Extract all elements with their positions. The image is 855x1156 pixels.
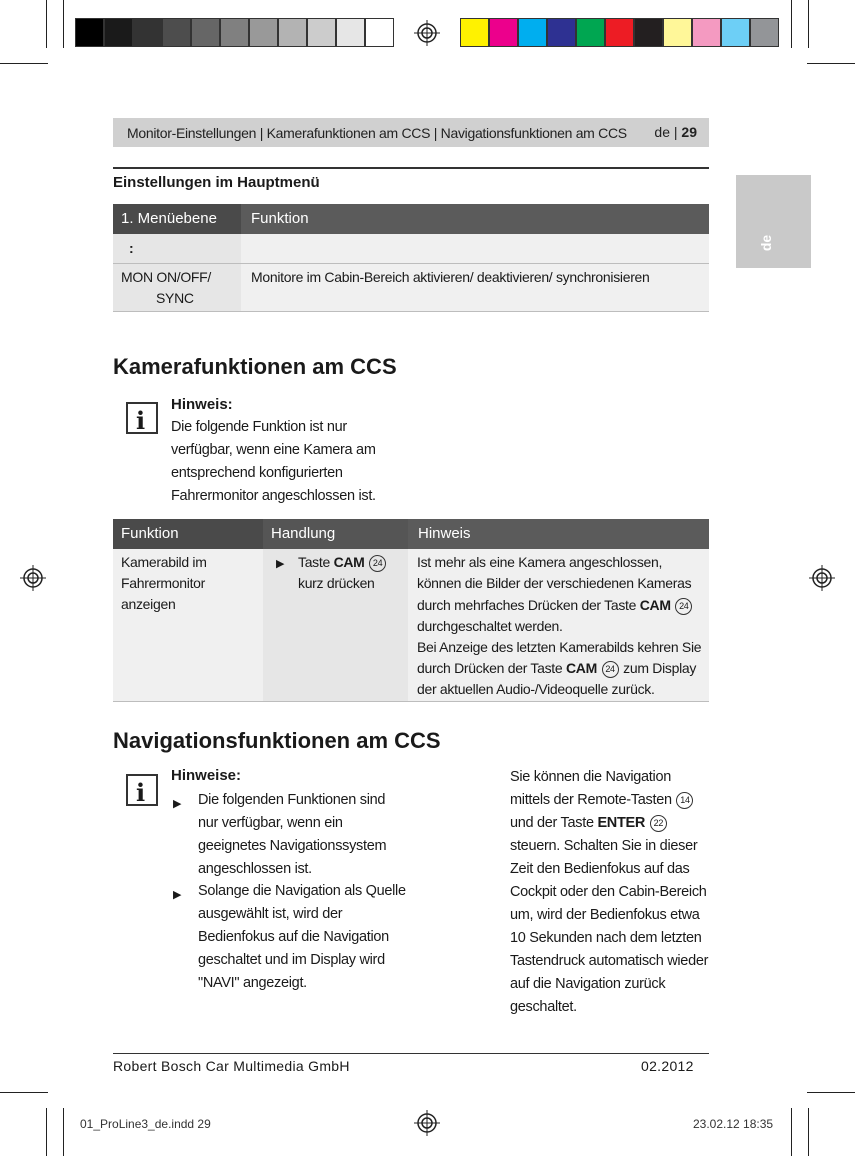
color-swatch bbox=[750, 18, 779, 47]
note-text: Die folgende Funktion ist nur verfügbar, wenn eine Kamera am entsprechend konfigurierten Fahrermonitor angeschlossen ist. bbox=[171, 419, 376, 504]
crop-mark bbox=[63, 0, 64, 48]
page-number: 29 bbox=[681, 124, 697, 140]
crop-mark bbox=[807, 1092, 855, 1093]
menu-level-label: SYNC bbox=[156, 290, 194, 306]
action-cell: Taste CAM 24 kurz drücken bbox=[298, 552, 387, 594]
hint-cell: Ist mehr als eine Kamera angeschlossen, können die Bilder der verschiedenen Kameras durch mehrfaches Drücken der Taste CAM 24 durchgeschaltet werden. Bei Anzeige des letzten Kamerabilds kehren Sie durch Drücken der Taste CAM 24 zum Display der aktuellen Audio-/Videoquelle zurück. bbox=[417, 554, 702, 697]
info-icon: i bbox=[126, 774, 158, 806]
color-swatch bbox=[191, 18, 220, 47]
note-title: Hinweis: bbox=[171, 396, 233, 413]
divider bbox=[113, 1053, 709, 1054]
crop-mark bbox=[0, 1092, 48, 1093]
function-text: Monitore im Cabin-Bereich aktivieren/ deaktivieren/ synchronisieren bbox=[251, 269, 650, 285]
header-lang: de | bbox=[654, 124, 682, 140]
registration-mark-icon bbox=[414, 1110, 440, 1136]
table-header bbox=[113, 204, 709, 234]
color-swatch bbox=[663, 18, 692, 47]
bullet-text: Solange die Navigation als Quelle ausgewählt ist, wird der Bedienfokus auf die Navigation geschaltet und im Display wird "NAVI" angezeigt. bbox=[198, 883, 406, 991]
color-swatch bbox=[162, 18, 191, 47]
section-heading: Einstellungen im Hauptmenü bbox=[113, 174, 320, 191]
table-header bbox=[113, 519, 709, 549]
color-swatch bbox=[336, 18, 365, 47]
function-cell: Kamerabild im Fahrermonitor anzeigen bbox=[121, 554, 207, 612]
registration-mark-icon bbox=[414, 20, 440, 46]
info-icon: i bbox=[126, 402, 158, 434]
menu-level-label: MON ON/OFF/ bbox=[121, 269, 212, 285]
color-swatch bbox=[518, 18, 547, 47]
crop-mark bbox=[0, 63, 48, 64]
navigation-text: Sie können die Navigation mittels der Remote-Tasten 14 und der Taste ENTER 22 steuern. Schalten Sie in dieser Zeit den Bedienfokus auf das Cockpit oder den Cabin-Bereich um, wird der Bedienfokus etwa 10 Sekunden nach dem letzten Tastendruck automatisch wieder auf die Navigation zurück geschaltet. bbox=[510, 769, 709, 1015]
running-header bbox=[113, 118, 709, 147]
bullet-arrow-icon: ▶ bbox=[173, 798, 182, 810]
column-header: 1. Menüebene bbox=[121, 210, 217, 227]
color-swatch bbox=[489, 18, 518, 47]
crop-mark bbox=[807, 63, 855, 64]
header-page-number bbox=[654, 124, 697, 140]
slug-file: 01_ProLine3_de.indd 29 bbox=[80, 1117, 211, 1131]
color-swatch bbox=[307, 18, 336, 47]
section-heading: Navigationsfunktionen am CCS bbox=[113, 728, 441, 753]
note-title: Hinweise: bbox=[171, 767, 242, 784]
ellipsis: : bbox=[129, 240, 134, 256]
column-header: Funktion bbox=[121, 525, 179, 542]
divider bbox=[113, 167, 709, 169]
color-swatch bbox=[365, 18, 394, 47]
table-row bbox=[113, 549, 709, 702]
color-swatch bbox=[721, 18, 750, 47]
color-swatch bbox=[249, 18, 278, 47]
language-tab-label: de bbox=[758, 234, 775, 252]
color-swatch bbox=[75, 18, 104, 47]
bullet-arrow-icon: ▶ bbox=[276, 558, 285, 570]
registration-mark-icon bbox=[20, 565, 46, 591]
header-title: Monitor-Einstellungen | Kamerafunktionen am CCS | Navigationsfunktionen am CCS bbox=[127, 125, 627, 141]
crop-mark bbox=[808, 0, 809, 48]
table-row bbox=[113, 234, 709, 264]
bullet-arrow-icon: ▶ bbox=[173, 889, 182, 901]
crop-mark bbox=[791, 1108, 792, 1156]
registration-mark-icon bbox=[809, 565, 835, 591]
crop-mark bbox=[46, 1108, 47, 1156]
footer-date: 02.2012 bbox=[641, 1058, 694, 1074]
language-tab bbox=[736, 175, 811, 268]
table-row bbox=[113, 264, 709, 312]
color-swatch bbox=[133, 18, 162, 47]
crop-mark bbox=[63, 1108, 64, 1156]
color-swatch bbox=[278, 18, 307, 47]
crop-mark bbox=[46, 0, 47, 48]
section-heading: Kamerafunktionen am CCS bbox=[113, 354, 397, 379]
column-header: Funktion bbox=[251, 210, 309, 227]
color-swatch bbox=[605, 18, 634, 47]
color-swatch bbox=[634, 18, 663, 47]
color-swatch bbox=[576, 18, 605, 47]
slug-timestamp: 23.02.12 18:35 bbox=[693, 1117, 774, 1131]
crop-mark bbox=[808, 1108, 809, 1156]
column-header: Handlung bbox=[271, 525, 336, 542]
color-swatch bbox=[104, 18, 133, 47]
color-swatch bbox=[547, 18, 576, 47]
bullet-text: Die folgenden Funktionen sind nur verfügbar, wenn ein geeignetes Navigationssystem angeschlossen ist. bbox=[198, 792, 387, 877]
footer-company: Robert Bosch Car Multimedia GmbH bbox=[113, 1058, 350, 1074]
column-header: Hinweis bbox=[418, 525, 471, 542]
crop-mark bbox=[791, 0, 792, 48]
color-swatch bbox=[692, 18, 721, 47]
color-swatch bbox=[220, 18, 249, 47]
color-swatch bbox=[460, 18, 489, 47]
